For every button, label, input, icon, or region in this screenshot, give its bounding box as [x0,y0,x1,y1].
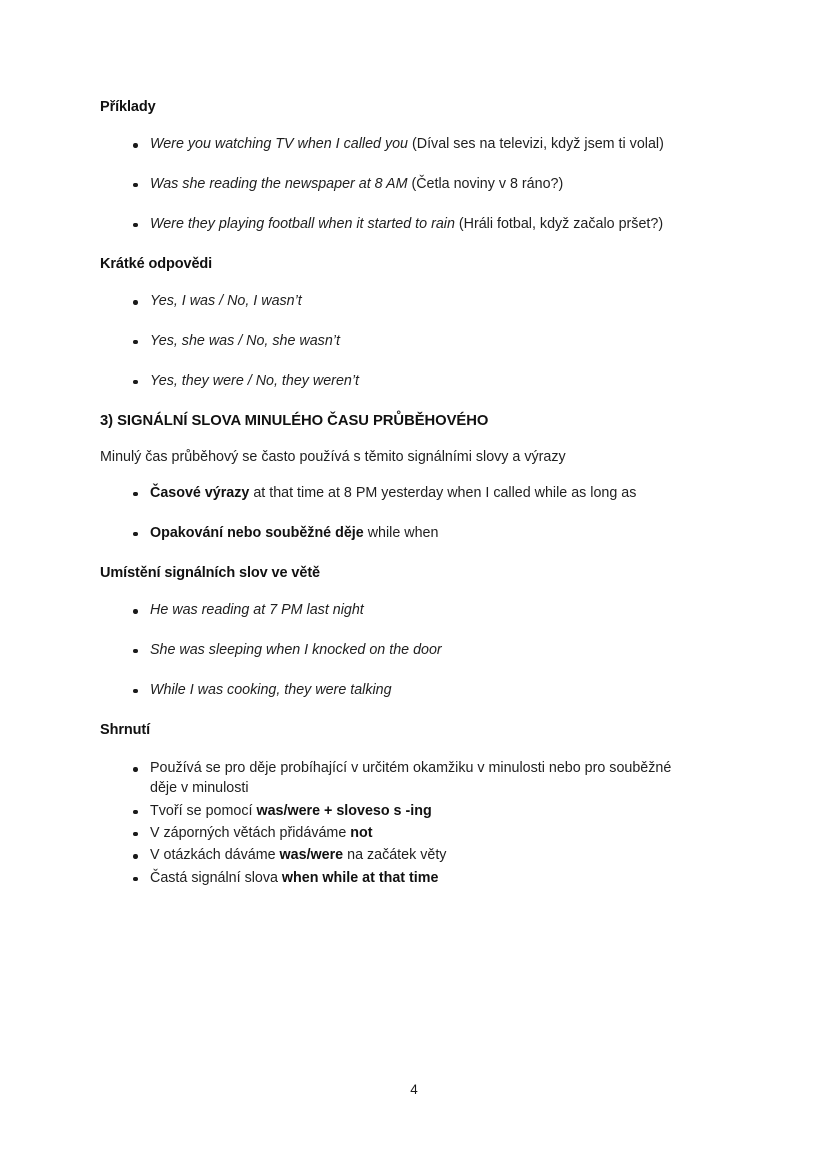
placement-text: She was sleeping when I knocked on the door [150,641,442,658]
signal-word-values: at that time at 8 PM yesterday when I called while as long as [249,484,637,501]
heading-signal-words: 3) SIGNÁLNÍ SLOVA MINULÉHO ČASU PRŮBĚHOVÉHO [100,413,489,430]
list-item [100,641,730,660]
summary-bold: was/were [279,847,344,864]
spacer [100,700,730,721]
summary-bold: not [350,824,373,841]
spacer [100,273,730,292]
summary-text-post: na začátek věty [343,847,447,864]
list-summary [100,758,730,888]
list-examples [100,135,730,234]
heading-summary: Shrnutí [100,721,151,738]
spacer [100,116,730,135]
placement-text: He was reading at 7 PM last night [150,602,364,619]
spacer [100,234,730,255]
list-item [100,292,730,311]
example-cs: (Díval ses na televizi, když jsem ti volal) [408,136,664,153]
list-item [100,823,730,843]
placement-text: While I was cooking, they were talking [150,681,392,698]
page-content [100,98,730,888]
list-item [100,758,730,799]
summary-text: Používá se pro děje probíhající v určitém okamžiku v minulosti nebo pro souběžné děje v minulosti [150,760,672,797]
list-item [100,372,730,391]
spacer [100,543,730,564]
summary-bold: when while at that time [281,869,439,886]
list-item [100,681,730,700]
spacer [100,467,730,484]
heading-short-answers: Krátké odpovědi [100,256,213,273]
signal-word-label: Časové výrazy [150,484,250,501]
heading-placement: Umístění signálních slov ve větě [100,564,321,581]
list-item [100,845,730,865]
list-item [100,215,730,234]
spacer [100,739,730,758]
list-item [100,175,730,194]
signal-word-values: while when [363,524,439,541]
list-item [100,601,730,620]
list-placement [100,601,730,700]
summary-text: V záporných větách přidáváme [150,824,351,841]
list-item [100,524,730,543]
summary-text: V otázkách dáváme [150,847,280,864]
spacer [100,431,730,448]
short-answer-text: Yes, she was / No, she wasn’t [150,332,340,349]
summary-text: Častá signální slova [150,869,282,886]
summary-bold: was/were + sloveso s -ing [256,802,432,819]
list-short-answers [100,292,730,391]
list-item [100,135,730,154]
page-number: 4 [410,1082,418,1097]
example-en: Were they playing football when it started to rain [150,215,455,232]
signal-words-intro: Minulý čas průběhový se často používá s těmito signálními slovy a výrazy [100,448,566,465]
spacer [100,391,730,412]
list-item [100,484,730,503]
list-item [100,801,730,821]
short-answer-text: Yes, I was / No, I wasn’t [150,293,302,310]
spacer [100,582,730,601]
signal-word-label: Opakování nebo souběžné děje [150,524,364,541]
list-item [100,332,730,351]
list-item [100,868,730,888]
summary-text: Tvoří se pomocí [150,802,257,819]
example-en: Was she reading the newspaper at 8 AM [150,175,408,192]
example-cs: (Hráli fotbal, když začalo pršet?) [454,215,664,232]
short-answer-text: Yes, they were / No, they weren’t [150,372,359,389]
example-cs: (Četla noviny v 8 ráno?) [407,175,564,192]
heading-examples: Příklady [100,99,156,115]
example-en: Were you watching TV when I called you [150,136,409,153]
list-signal-words [100,484,730,543]
